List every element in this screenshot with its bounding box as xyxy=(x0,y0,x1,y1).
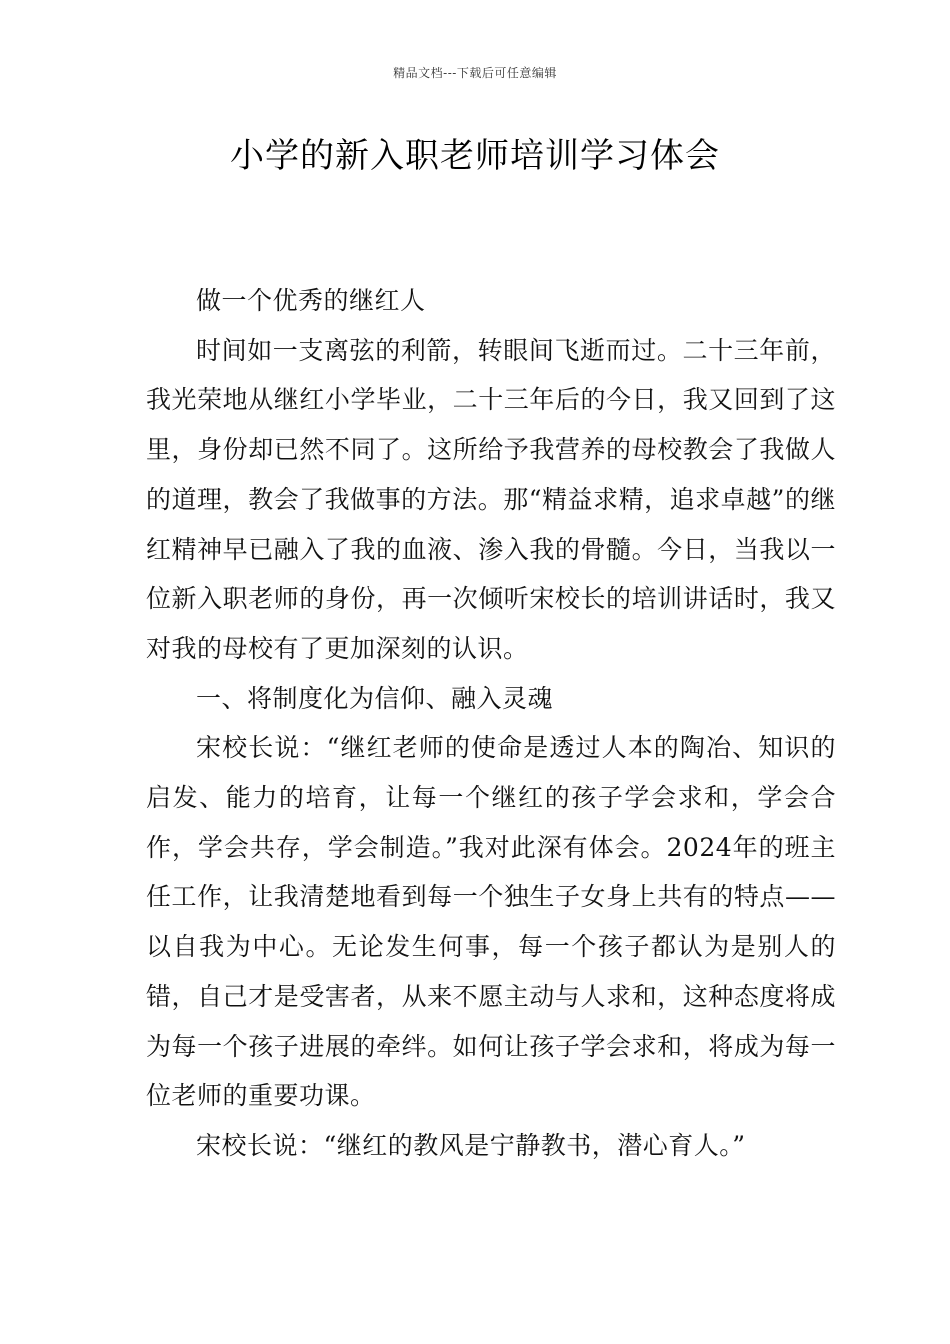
body-paragraph: 宋校长说：“继红的教风是宁静教书，潜心育人。” xyxy=(196,1130,746,1160)
document-body xyxy=(146,276,836,1171)
document-title: 小学的新入职老师培训学习体会 xyxy=(230,136,720,176)
body-paragraph: 时间如一支离弦的利箭，转眼间飞逝而过。二十三年前，我光荣地从继红小学毕业，二十三年后的今日，我又回到了这里，身份却已然不同了。这所给予我营养的母校教会了我做人的道理，教会了我做事的方法。那“精益求精，追求卓越”的继红精神早已融入了我的血液、渗入我的骨髓。今日，当我以一位新入职老师的身份，再一次倾听宋校长的培训讲话时，我又对我的母校有了更加深刻的认识。 xyxy=(146,335,836,663)
section-heading: 一、将制度化为信仰、融入灵魂 xyxy=(196,683,554,713)
header-note: 精品文档---下载后可任意编辑 xyxy=(393,66,557,80)
body-paragraph: 宋校长说：“继红老师的使命是透过人本的陶冶、知识的启发、能力的培育，让每一个继红的孩子学会求和，学会合作，学会共存，学会制造。”我对此深有体会。2024年的班主任工作，让我清楚地看到每一个独生子女身上共有的特点——以自我为中心。无论发生何事，每一个孩子都认为是别人的错，自己才是受害者，从来不愿主动与人求和，这种态度将成为每一个孩子进展的牵绊。如何让孩子学会求和，将成为每一位老师的重要功课。 xyxy=(146,733,836,1111)
section-heading: 做一个优秀的继红人 xyxy=(196,286,426,315)
